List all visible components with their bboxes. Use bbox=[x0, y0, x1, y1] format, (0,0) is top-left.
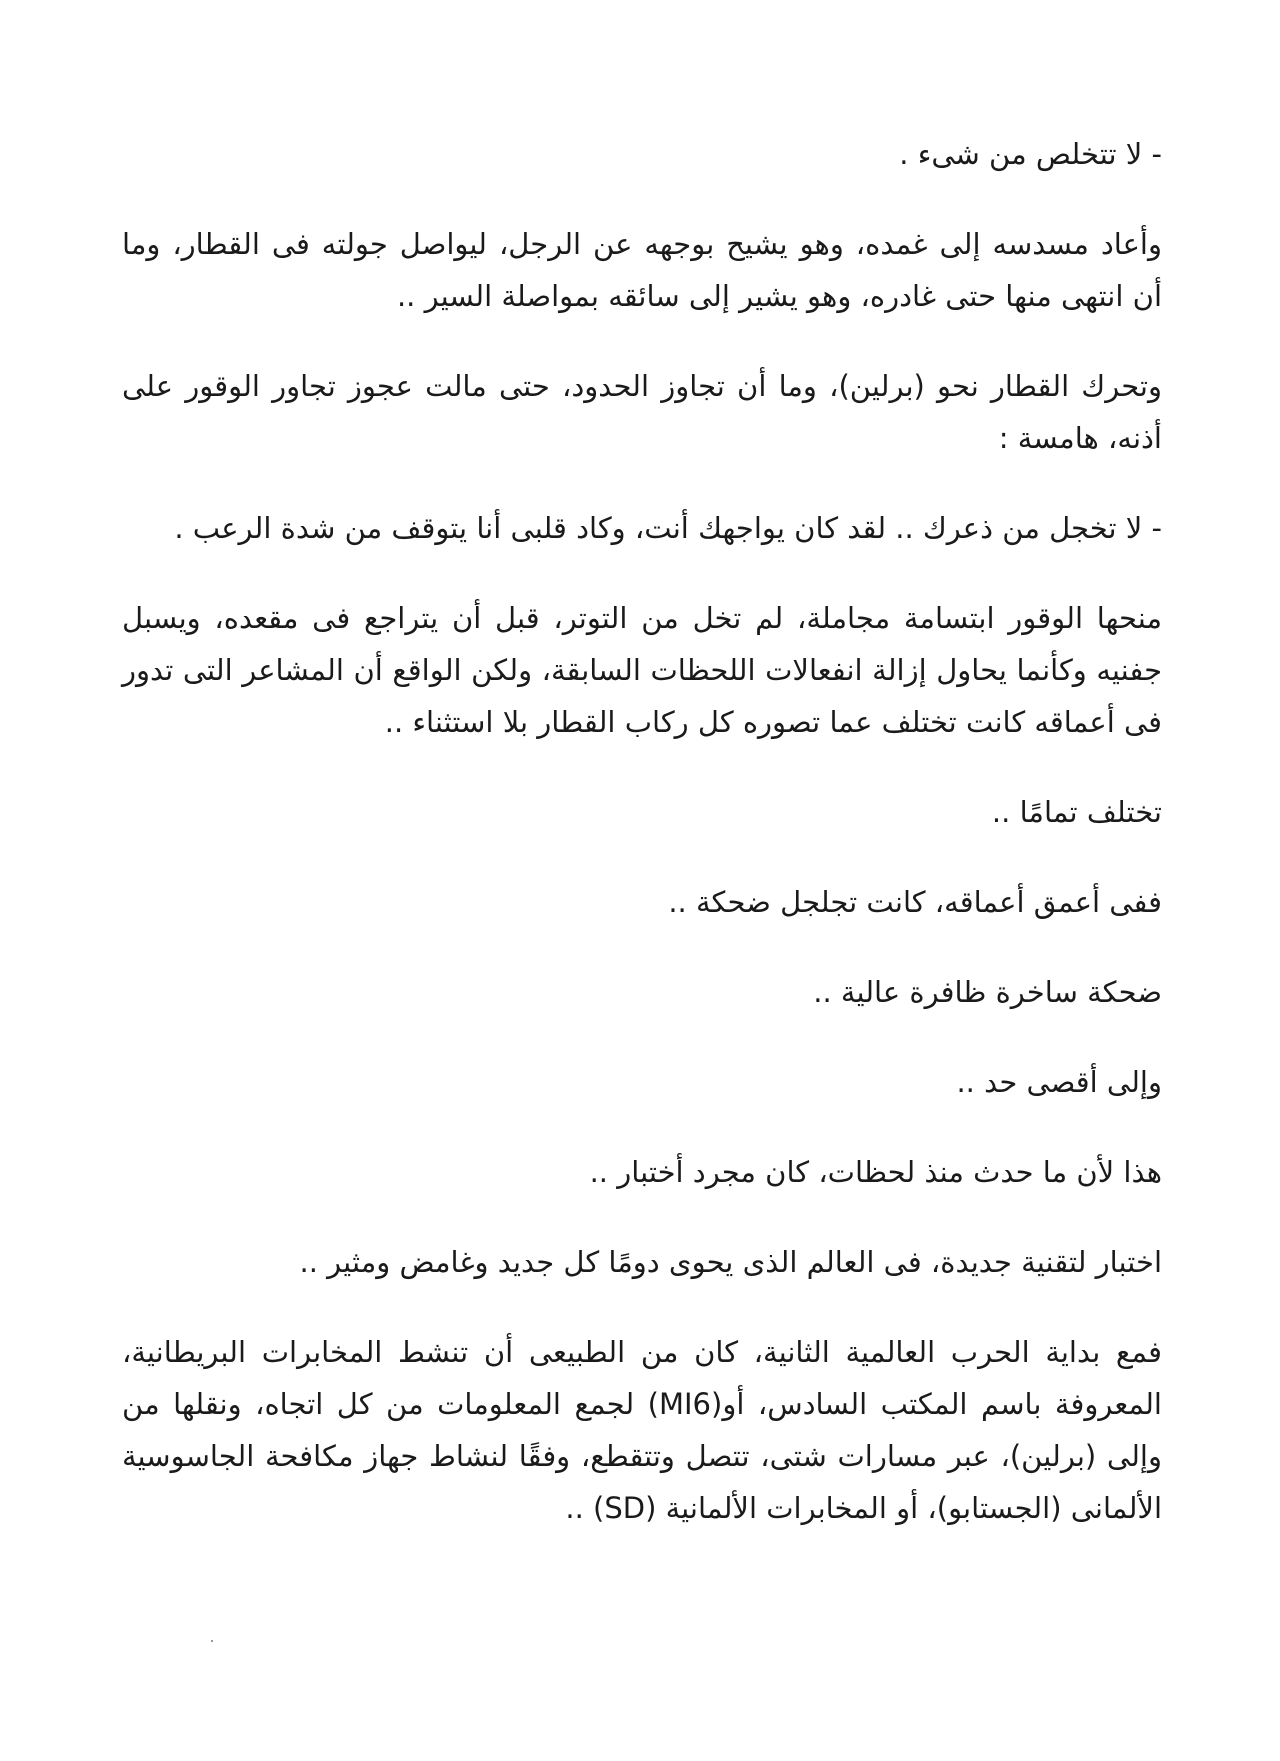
paragraph: اختبار لتقنية جديدة، فى العالم الذى يحوى دومًا كل جديد وغامض ومثير .. bbox=[299, 1245, 1162, 1279]
paragraph: منحها الوقور ابتسامة مجاملة، لم تخل من التوتر، قبل أن يتراجع فى مقعده، ويسبل جفنيه وكأنما يحاول إزالة انفعالات اللحظات السابقة، ولكن الواقع أن المشاعر التى تدور فى أعماقه كانت تختلف عما تصوره كل ركاب القطار بلا استثناء .. bbox=[122, 601, 1162, 739]
page-body bbox=[122, 128, 1162, 1572]
paragraph: فمع بداية الحرب العالمية الثانية، كان من الطبيعى أن تنشط المخابرات البريطانية، المعروفة باسم المكتب السادس، أو(MI6) لجمع المعلومات من كل اتجاه، ونقلها من وإلى (برلين)، عبر مسارات شتى، تتصل وتتقطع، وفقًا لنشاط جهاز مكافحة الجاسوسية الألمانى (الجستابو)، أو المخابرات الألمانية (SD) .. bbox=[122, 1335, 1162, 1525]
paragraph: وإلى أقصى حد .. bbox=[956, 1065, 1162, 1099]
paragraph: تختلف تمامًا .. bbox=[991, 795, 1162, 829]
paragraph: وتحرك القطار نحو (برلين)، وما أن تجاوز الحدود، حتى مالت عجوز تجاور الوقور على أذنه، هامسة : bbox=[122, 369, 1162, 455]
paragraph: ضحكة ساخرة ظافرة عالية .. bbox=[813, 975, 1162, 1009]
paragraph: ففى أعمق أعماقه، كانت تجلجل ضحكة .. bbox=[668, 885, 1162, 919]
paragraph: - لا تخجل من ذعرك .. لقد كان يواجهك أنت، وكاد قلبى أنا يتوقف من شدة الرعب . bbox=[174, 511, 1162, 545]
paragraph: هذا لأن ما حدث منذ لحظات، كان مجرد أختبار .. bbox=[589, 1155, 1162, 1189]
page-speck bbox=[211, 1640, 213, 1642]
paragraph: - لا تتخلص من شىء . bbox=[899, 137, 1162, 171]
paragraph: وأعاد مسدسه إلى غمده، وهو يشيح بوجهه عن الرجل، ليواصل جولته فى القطار، وما أن انتهى منها حتى غادره، وهو يشير إلى سائقه بمواصلة السير .. bbox=[122, 227, 1162, 313]
